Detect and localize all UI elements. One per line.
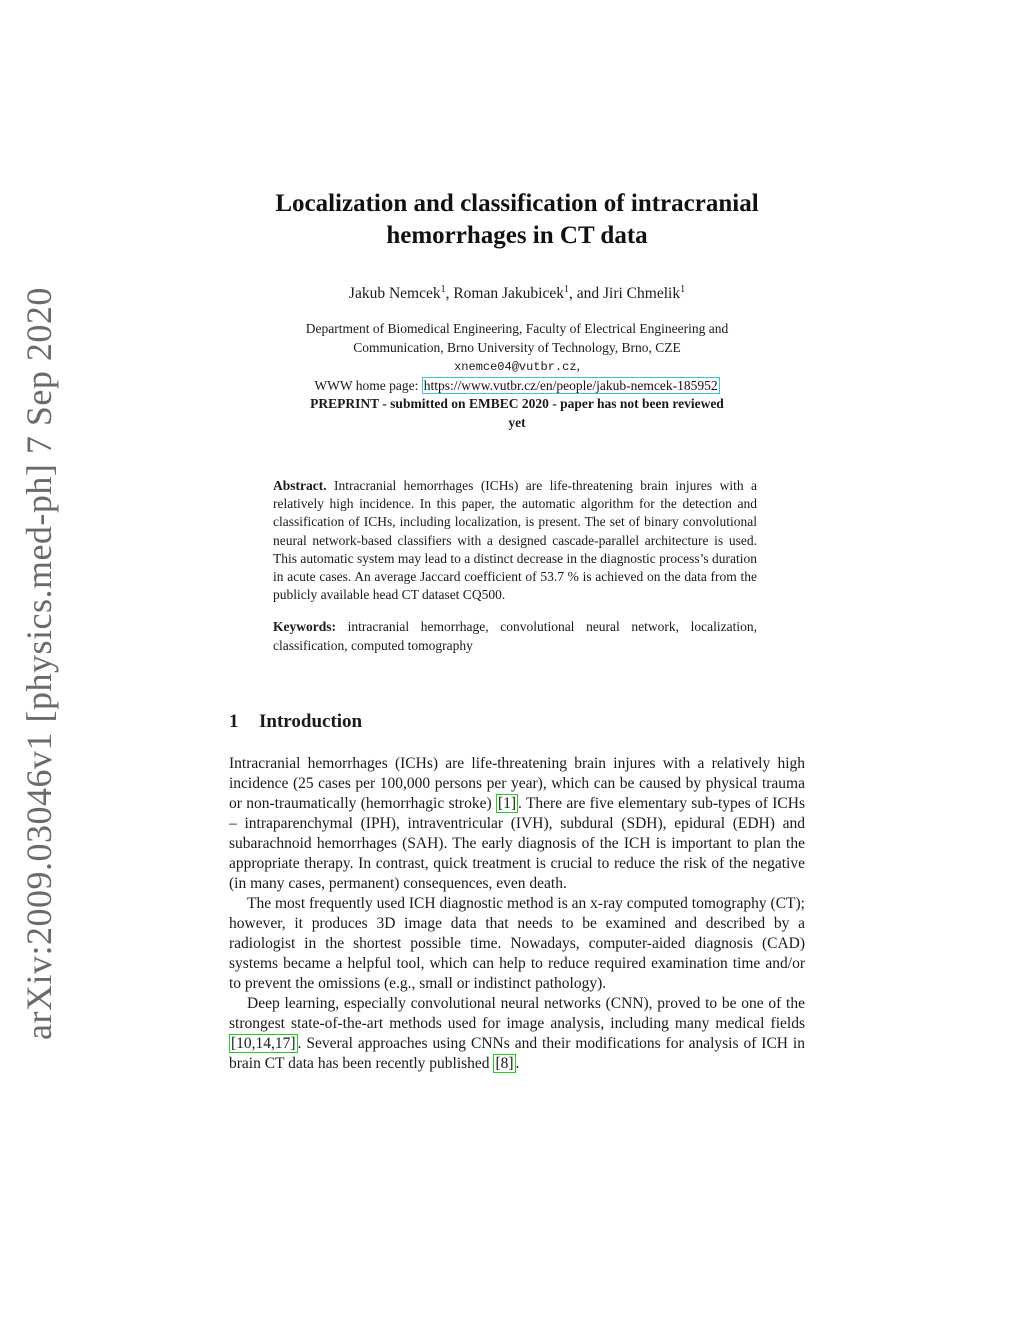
author-affil-mark: 1 [680,284,686,295]
author-affil-mark: 1 [440,284,446,295]
keywords-paragraph [273,618,757,654]
author-affil-mark: 1 [563,284,569,295]
preprint-note-line-1: PREPRINT - submitted on EMBEC 2020 - paper has not been reviewed [310,396,724,411]
preprint-note-line-2: yet [508,414,526,430]
homepage-label: WWW home page: [314,377,419,393]
homepage-link[interactable]: https://www.vutbr.cz/en/people/jakub-nemcek-185952 [423,377,718,393]
paragraph-text: . [515,1055,520,1072]
author-list: Jakub Nemcek$^1$, Roman Jakubicek$^1$, and Jiri Chmelik$^1$ [348,284,686,303]
abstract-block [273,477,757,655]
citation-link[interactable]: [10,14,17] [231,1035,296,1052]
author-name: Jiri Chmelik [603,285,681,303]
paragraph-1 [229,754,805,894]
section-heading [229,711,362,733]
section-title: Introduction [259,711,363,732]
author-name: Roman Jakubicek [453,285,564,303]
title-line-2: hemorrhages in CT data [386,222,648,249]
paragraph-2: The most frequently used ICH diagnostic method is an x-ray computed tomography (CT); however, it produces 3D image data that needs to be examined and described by a radiologist in the shortest possible time. Nowadays, computer-aided diagnosis (CAD) systems became a helpful tool, which can help to reduce required examination time and/or to prevent the omissions (e.g., small or indistinct pathology). [229,895,805,992]
section-number: 1 [229,711,239,732]
arxiv-identifier: arXiv:2009.03046v1 [physics.med-ph] 7 Sep 2020 [19,287,59,1040]
affiliation-line-1: Department of Biomedical Engineering, Faculty of Electrical Engineering and [305,321,729,336]
paragraph-text: Deep learning, especially convolutional neural networks (CNN), proved to be one of the strongest state-of-the-art methods used for image analysis, including many medical fields [229,995,805,1032]
title-line-1: Localization and classification of intracranial [275,190,759,217]
keywords-text: intracranial hemorrhage, convolutional neural network, localization, classification, computed tomography [273,619,758,653]
author-email[interactable]: xnemce04@vutbr.cz [454,360,577,374]
introduction-body [229,754,805,1074]
paragraph-text: . There are five elementary sub-types of ICHs – intraparenchymal (IPH), intraventricular (IVH), subdural (SDH), epidural (EDH) and subarachnoid hemorrhages (SAH). The early diagnosis of the ICH is important to plan the appropriate therapy. In contrast, quick treatment is crucial to reduce the risk of the negative (in many cases, permanent) consequences, even death. [229,795,805,892]
homepage-line [229,377,805,396]
abstract-paragraph [273,477,757,604]
citation-link[interactable]: [1] [497,795,517,812]
abstract-text: Intracranial hemorrhages (ICHs) are life-threatening brain injures with a relatively high incidence. In this paper, the automatic algorithm for the detection and classification of ICHs, including localization, is present. The set of binary convolutional neural network-based classifiers with a designed cascade-parallel architecture is used. This automatic system may lead to a distinct decrease in the diagnostic process’s duration in acute cases. An average Jaccard coefficient of 53.7 % is achieved on the data from the publicly available head CT dataset CQ500. [273,478,757,603]
affiliation-block: Department of Biomedical Engineering, Faculty of Electrical Engineering and Communication, Brno University of Technology, Brno, CZE xnemce04@vutbr.cz, WWW home page: https://www.vutbr.cz/en/people/jakub-nemcek-185952 PREPRINT - submitted on EMBEC 2020 - paper has not been reviewed yet [229,320,805,432]
paragraph-3 [229,994,805,1074]
paper-title [229,188,805,252]
affiliation-line-2: Communication, Brno University of Technology, Brno, CZE [353,339,681,355]
paragraph-text: . Several approaches using CNNs and their modifications for analysis of ICH in brain CT data has been recently published [229,1035,805,1072]
paragraph-text: Intracranial hemorrhages (ICHs) are life-threatening brain injures with a relatively high incidence (25 cases per 100,000 persons per year), which can be caused by physical trauma or non-traumatically (hemorrhagic stroke) [229,755,805,812]
citation-link[interactable]: [8] [495,1055,514,1072]
abstract-label: Abstract. [273,478,327,493]
keywords-label: Keywords: [273,619,336,635]
author-name: Jakub Nemcek [348,285,441,303]
